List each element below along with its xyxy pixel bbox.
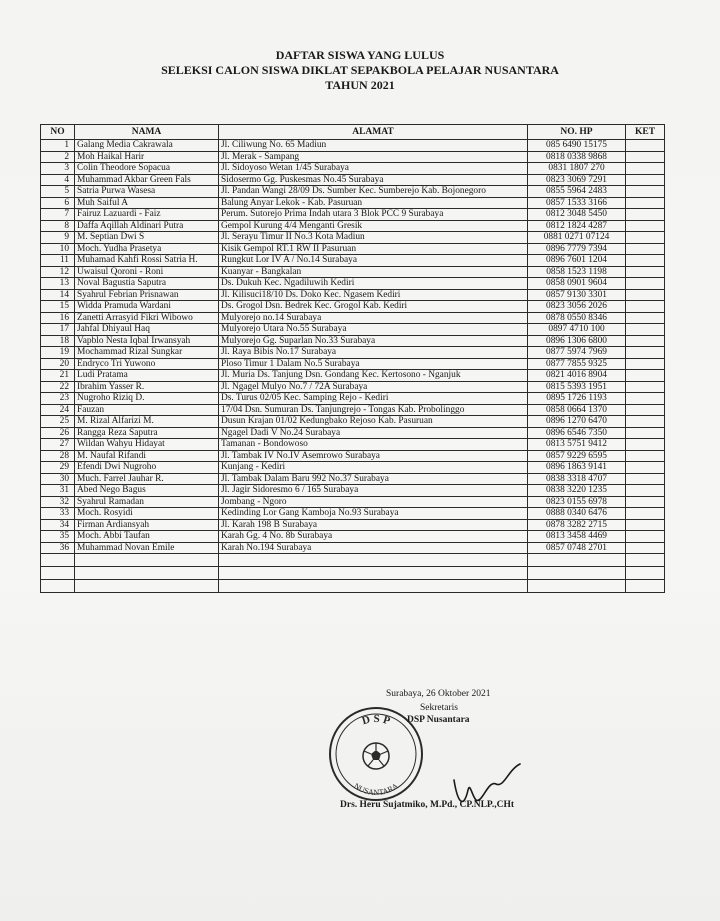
cell-nama: Efendi Dwi Nugroho [75,462,219,474]
cell-nama: Moh Haikal Harir [75,151,219,163]
cell-hp: 0831 1807 270 [528,163,626,175]
cell-no: 4 [41,174,75,186]
cell-no: 5 [41,186,75,198]
sign-name: Drs. Heru Sujatmiko, M.Pd., CP.NLP.,CHt [340,800,514,810]
empty-cell [219,554,528,567]
cell-ket [626,220,665,232]
cell-ket [626,370,665,382]
empty-table-row [41,580,665,593]
cell-nama: Nugroho Riziq D. [75,393,219,405]
cell-alamat: Jl. Sidoyoso Wetan 1/45 Surabaya [219,163,528,175]
cell-nama: M. Naufal Rifandi [75,450,219,462]
cell-hp: 0896 1306 6800 [528,335,626,347]
cell-ket [626,186,665,198]
table-row [41,278,665,290]
cell-ket [626,174,665,186]
cell-hp: 0897 4710 100 [528,324,626,336]
cell-nama: Endryco Tri Yuwono [75,358,219,370]
cell-alamat: Karah No.194 Surabaya [219,542,528,554]
cell-hp: 0896 7601 1204 [528,255,626,267]
cell-nama: Muhammad Novan Emile [75,542,219,554]
empty-cell [626,580,665,593]
cell-hp: 0857 1533 3166 [528,197,626,209]
cell-nama: Syahrul Febrian Prisnawan [75,289,219,301]
cell-ket [626,324,665,336]
cell-nama: Zanetti Arrasyid Fikri Wibowo [75,312,219,324]
cell-ket [626,358,665,370]
cell-ket [626,335,665,347]
cell-no: 1 [41,140,75,152]
col-header-nama: NAMA [75,125,219,140]
cell-ket [626,151,665,163]
cell-ket [626,140,665,152]
cell-alamat: Jombang - Ngoro [219,496,528,508]
cell-alamat: Ngagel Dadi V No.24 Surabaya [219,427,528,439]
cell-ket [626,381,665,393]
cell-alamat: Sidosermo Gg. Puskesmas No.45 Surabaya [219,174,528,186]
cell-ket [626,312,665,324]
cell-alamat: Jl. Ciliwung No. 65 Madiun [219,140,528,152]
cell-hp: 0857 9130 3301 [528,289,626,301]
cell-no: 32 [41,496,75,508]
cell-hp: 0858 0664 1370 [528,404,626,416]
table-row [41,462,665,474]
table-row [41,381,665,393]
table-row [41,416,665,428]
cell-alamat: Perum. Sutorejo Prima Indah utara 3 Blok PCC 9 Surabaya [219,209,528,221]
empty-cell [219,567,528,580]
col-header-ket: KET [626,125,665,140]
cell-nama: Fairuz Lazuardi - Faiz [75,209,219,221]
title-line-2: SELEKSI CALON SISWA DIKLAT SEPAKBOLA PELAJAR NUSANTARA [161,63,559,77]
cell-nama: M. Rizal Alfarizi M. [75,416,219,428]
cell-hp: 0881 0271 07124 [528,232,626,244]
cell-nama: Vapblo Nesta Iqbal Irwansyah [75,335,219,347]
empty-cell [75,554,219,567]
cell-hp: 0823 3056 2026 [528,301,626,313]
table-row [41,485,665,497]
cell-hp: 085 6490 15175 [528,140,626,152]
cell-no: 23 [41,393,75,405]
cell-alamat: Kedinding Lor Gang Kamboja No.93 Surabaya [219,508,528,520]
empty-cell [528,580,626,593]
cell-nama: Widda Pramuda Wardani [75,301,219,313]
cell-no: 13 [41,278,75,290]
cell-no: 3 [41,163,75,175]
cell-ket [626,232,665,244]
cell-alamat: Jl. Merak - Sampang [219,151,528,163]
cell-hp: 0815 5393 1951 [528,381,626,393]
table-row [41,220,665,232]
empty-cell [41,567,75,580]
table-row [41,393,665,405]
cell-ket [626,404,665,416]
sign-place-date: Surabaya, 26 Oktober 2021 [386,689,491,699]
sign-org: DSP Nusantara [407,715,470,725]
cell-no: 15 [41,301,75,313]
cell-no: 36 [41,542,75,554]
cell-alamat: Jl. Kilisuci18/10 Ds. Doko Kec. Ngasem Kediri [219,289,528,301]
table-row [41,358,665,370]
cell-alamat: Ds. Turus 02/05 Kec. Samping Rejo - Kediri [219,393,528,405]
empty-table-row [41,554,665,567]
table-row [41,450,665,462]
cell-alamat: Kuanyar - Bangkalan [219,266,528,278]
cell-ket [626,266,665,278]
col-header-no: NO [41,125,75,140]
cell-nama: Colin Theodore Sopacua [75,163,219,175]
cell-no: 11 [41,255,75,267]
cell-nama: Jahfal Dhiyaul Haq [75,324,219,336]
table-row [41,174,665,186]
empty-cell [626,567,665,580]
cell-ket [626,393,665,405]
cell-alamat: Jl. Tambak Dalam Baru 992 No.37 Surabaya [219,473,528,485]
cell-no: 22 [41,381,75,393]
cell-hp: 0821 4016 8904 [528,370,626,382]
cell-no: 24 [41,404,75,416]
cell-alamat: Jl. Karah 198 B Surabaya [219,519,528,531]
table-row [41,209,665,221]
cell-hp: 0896 1863 9141 [528,462,626,474]
cell-nama: Abed Nego Bagus [75,485,219,497]
cell-alamat: Dusun Krajan 01/02 Kedungbako Rejoso Kab. Pasuruan [219,416,528,428]
cell-no: 34 [41,519,75,531]
table-row [41,508,665,520]
cell-alamat: Jl. Serayu Timur II No.3 Kota Madiun [219,232,528,244]
cell-hp: 0878 0550 8346 [528,312,626,324]
cell-ket [626,278,665,290]
cell-nama: Noval Bagustia Saputra [75,278,219,290]
table-row [41,496,665,508]
cell-ket [626,485,665,497]
cell-no: 27 [41,439,75,451]
cell-alamat: Mulyorejo Gg. Suparlan No.33 Surabaya [219,335,528,347]
cell-no: 12 [41,266,75,278]
cell-no: 21 [41,370,75,382]
table-row [41,255,665,267]
table-header-row [41,125,665,140]
cell-no: 9 [41,232,75,244]
cell-hp: 0855 5964 2483 [528,186,626,198]
cell-no: 10 [41,243,75,255]
stamp-bottom-text: NUSANTARA [352,781,400,798]
cell-hp: 0895 1726 1193 [528,393,626,405]
cell-alamat: Ploso Timur 1 Dalam No.5 Surabaya [219,358,528,370]
cell-no: 26 [41,427,75,439]
empty-cell [75,567,219,580]
empty-table-row [41,567,665,580]
cell-nama: Syahrul Ramadan [75,496,219,508]
cell-hp: 0857 0748 2701 [528,542,626,554]
cell-nama: Much. Farrel Jauhar R. [75,473,219,485]
empty-cell [626,554,665,567]
cell-alamat: Kunjang - Kediri [219,462,528,474]
empty-cell [75,580,219,593]
cell-nama: Daffa Aqillah Aldinari Putra [75,220,219,232]
cell-nama: Ibrahim Yasser R. [75,381,219,393]
cell-hp: 0877 7855 9325 [528,358,626,370]
cell-no: 2 [41,151,75,163]
cell-alamat: Karah Gg. 4 No. 8b Surabaya [219,531,528,543]
cell-hp: 0888 0340 6476 [528,508,626,520]
table-body [41,140,665,593]
table-row [41,335,665,347]
cell-hp: 0838 3220 1235 [528,485,626,497]
cell-hp: 0813 3458 4469 [528,531,626,543]
cell-ket [626,531,665,543]
cell-ket [626,519,665,531]
document-title [0,48,720,93]
cell-alamat: Jl. Jagir Sidoresmo 6 / 165 Surabaya [219,485,528,497]
cell-alamat: Jl. Muria Ds. Tanjung Dsn. Gondang Kec. Kertosono - Nganjuk [219,370,528,382]
cell-no: 20 [41,358,75,370]
table-row [41,531,665,543]
table-row [41,266,665,278]
cell-ket [626,462,665,474]
table-row [41,542,665,554]
col-header-alamat: ALAMAT [219,125,528,140]
cell-hp: 0812 1824 4287 [528,220,626,232]
cell-no: 8 [41,220,75,232]
cell-ket [626,427,665,439]
table-row [41,347,665,359]
cell-nama: Moch. Yudha Prasetya [75,243,219,255]
cell-no: 19 [41,347,75,359]
cell-no: 30 [41,473,75,485]
cell-ket [626,439,665,451]
cell-alamat: Mulyorejo Utara No.55 Surabaya [219,324,528,336]
table-row [41,473,665,485]
cell-alamat: Jl. Tambak IV No.IV Asemrowo Surabaya [219,450,528,462]
table-row [41,140,665,152]
cell-hp: 0818 0338 9868 [528,151,626,163]
cell-no: 16 [41,312,75,324]
cell-hp: 0858 0901 9604 [528,278,626,290]
cell-hp: 0838 3318 4707 [528,473,626,485]
cell-ket [626,255,665,267]
cell-nama: Galang Media Cakrawala [75,140,219,152]
cell-ket [626,243,665,255]
cell-alamat: Jl. Raya Bibis No.17 Surabaya [219,347,528,359]
cell-nama: Ludi Pratama [75,370,219,382]
cell-alamat: 17/04 Dsn. Sumuran Ds. Tanjungrejo - Tongas Kab. Probolinggo [219,404,528,416]
table-row [41,232,665,244]
table-row [41,427,665,439]
table-row [41,289,665,301]
sign-role: Sekretaris [420,703,458,713]
cell-ket [626,416,665,428]
cell-hp: 0896 1270 6470 [528,416,626,428]
table-row [41,301,665,313]
cell-ket [626,197,665,209]
empty-cell [41,554,75,567]
cell-hp: 0858 1523 1198 [528,266,626,278]
cell-alamat: Balung Anyar Lekok - Kab. Pasuruan [219,197,528,209]
student-table [40,124,665,593]
cell-no: 25 [41,416,75,428]
cell-nama: Moch. Abbi Taufan [75,531,219,543]
cell-alamat: Ds. Grogol Dsn. Bedrek Kec. Grogol Kab. Kediri [219,301,528,313]
table-row [41,197,665,209]
cell-nama: Muhammad Akbar Green Fals [75,174,219,186]
cell-alamat: Rungkut Lor IV A / No.14 Surabaya [219,255,528,267]
table-row [41,404,665,416]
table-row [41,439,665,451]
cell-alamat: Kisik Gempol RT.1 RW II Pasuruan [219,243,528,255]
cell-no: 28 [41,450,75,462]
cell-hp: 0812 3048 5450 [528,209,626,221]
cell-nama: Fauzan [75,404,219,416]
cell-hp: 0823 3069 7291 [528,174,626,186]
cell-hp: 0813 5751 9412 [528,439,626,451]
stamp-top-text: D S P [360,712,392,728]
cell-no: 29 [41,462,75,474]
cell-hp: 0857 9229 6595 [528,450,626,462]
cell-hp: 0878 3282 2715 [528,519,626,531]
cell-no: 7 [41,209,75,221]
cell-no: 35 [41,531,75,543]
cell-ket [626,473,665,485]
cell-alamat: Tamanan - Bondowoso [219,439,528,451]
cell-ket [626,163,665,175]
cell-alamat: Gempol Kurung 4/4 Menganti Gresik [219,220,528,232]
cell-no: 17 [41,324,75,336]
cell-alamat: Ds. Dukuh Kec. Ngadiluwih Kediri [219,278,528,290]
cell-nama: Rangga Reza Saputra [75,427,219,439]
cell-alamat: Mulyorejo no.14 Surabaya [219,312,528,324]
empty-cell [528,554,626,567]
cell-ket [626,289,665,301]
cell-nama: Muhamad Kahfi Rossi Satria H. [75,255,219,267]
col-header-hp: NO. HP [528,125,626,140]
cell-nama: Wildan Wahyu Hidayat [75,439,219,451]
table-row [41,312,665,324]
table-row [41,324,665,336]
cell-ket [626,209,665,221]
cell-hp: 0823 0155 6978 [528,496,626,508]
cell-no: 6 [41,197,75,209]
cell-nama: Uwaisul Qoroni - Roni [75,266,219,278]
cell-no: 18 [41,335,75,347]
cell-ket [626,347,665,359]
svg-text:D S P [361,713,392,727]
empty-cell [41,580,75,593]
cell-hp: 0896 6546 7350 [528,427,626,439]
cell-nama: Mochammad Rizal Sungkar [75,347,219,359]
cell-nama: Firman Ardiansyah [75,519,219,531]
cell-hp: 0896 7779 7394 [528,243,626,255]
title-line-3: TAHUN 2021 [325,78,395,92]
table-row [41,163,665,175]
table-row [41,519,665,531]
cell-nama: Muh Saiful A [75,197,219,209]
cell-ket [626,496,665,508]
cell-ket [626,301,665,313]
cell-no: 14 [41,289,75,301]
cell-no: 31 [41,485,75,497]
cell-nama: Satria Purwa Wasesa [75,186,219,198]
cell-nama: M. Septian Dwi S [75,232,219,244]
cell-ket [626,450,665,462]
svg-text:NUSANTARA [352,781,400,797]
cell-ket [626,542,665,554]
cell-no: 33 [41,508,75,520]
empty-cell [219,580,528,593]
table-row [41,186,665,198]
table-row [41,370,665,382]
cell-hp: 0877 5974 7969 [528,347,626,359]
cell-alamat: Jl. Ngagel Mulyo No.7 / 72A Surabaya [219,381,528,393]
table-row [41,151,665,163]
cell-alamat: Jl. Pandan Wangi 28/09 Ds. Sumber Kec. Sumberejo Kab. Bojonegoro [219,186,528,198]
empty-cell [528,567,626,580]
cell-ket [626,508,665,520]
table-row [41,243,665,255]
cell-nama: Moch. Rosyidi [75,508,219,520]
title-line-1: DAFTAR SISWA YANG LULUS [275,48,445,62]
